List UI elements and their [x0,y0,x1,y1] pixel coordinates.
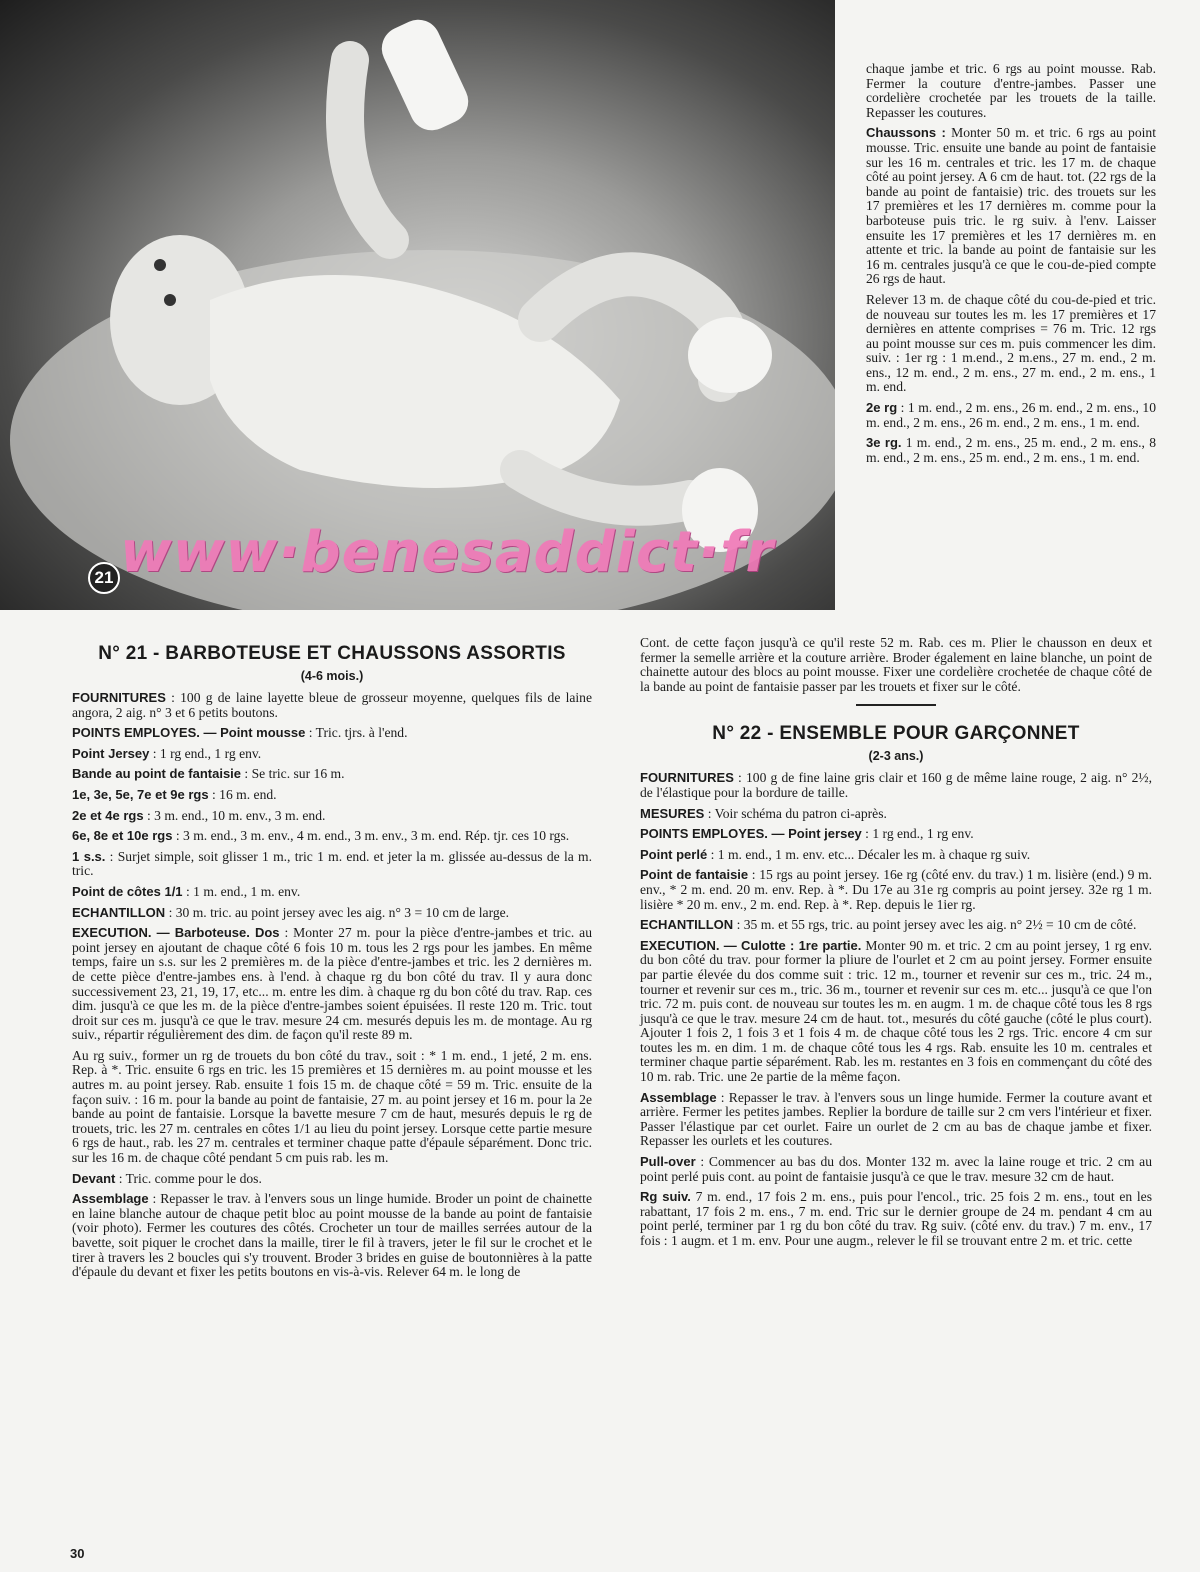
paragraph [640,827,1152,842]
paragraph [72,767,592,782]
paragraph-text: Monter 50 m. et tric. 6 rgs au point mousse. Tric. ensuite une bande au point de fantaisie sur les 16 m. centrales et tric. les 17 m. de chaque côté au point jersey. A 6 cm de haut. tot. (22 rgs de la bande au point de fantaisie) tric. des trouets sur les 17 premières et les 17 dernières m. comme pour la barboteuse puis tric. le rg suiv. à l'env. Laisser ensuite les 17 premières et les 17 dernières m. en attente et tric. la bande au point de fantaisie sur les 16 m. centrales jusqu'à ce que le cou-de-pied compte 26 rgs de haut. [866,125,1156,287]
paragraph-text: Monter 90 m. et tric. 2 cm au point jersey, 1 rg env. du bon côté du trav. pour former la pliure de l'ourlet et 2 cm au point jersey. Former ensuite par partie élevée du dos comme suit : tric. 12 m., tourner et revenir sur ces m., tric. 24 m., tourner et revenir sur ces m., tric. 36 m., tourner et revenir sur ces m. etc... jusqu'à ce que l'on tric. 72 m. puis cont. de nouveau sur toutes les m. en augm. 1 m. de chaque côté tous les 8 rgs jusqu'à ce que le trav. mesure 24 cm de haut. tot., mesurés du côté gauche (côté le plus court). Ajouter 1 fois 2, 1 fois 3 et 1 fois 4 m. de chaque côté tous les 2 rgs. Tric. encore 4 cm sur toutes les m. en dim. 1 m. de chaque côté tous les 4 rgs. Rab. ensuite les 10 m. centrales et terminer chaque partie séparément. Rab. les m. restantes en 3 fois en commençant du côté des 10 m. rab. Tric. une 2e partie de la même façon. [640,937,1152,1085]
paragraph [72,1192,592,1280]
paragraph-lead: Assemblage [72,1191,149,1207]
paragraph-text: : 15 rgs au point jersey. 16e rg (côté env. du trav.) 1 m. lisière (end.) 9 m. env., * 2 m. end. 20 m. env. Rep. à *. Du 17e au 31e rg compris au point jersey. 32e rg 1 m. lisière * 20 m. env., 2 m. end. Rep. à *. Rep. depuis le 1ier rg. [640,867,1152,912]
paragraph-lead: POINTS EMPLOYES. — Point jersey [640,826,862,842]
article-22-body [640,771,1152,1248]
paragraph [72,747,592,762]
paragraph-lead: Point de côtes 1/1 [72,883,183,899]
paragraph [866,62,1156,120]
paragraph-text: : 100 g de fine laine gris clair et 160 g de même laine rouge, 2 aig. n° 2½, de l'élastique pour la bordure de taille. [640,770,1152,800]
paragraph [640,807,1152,822]
paragraph-lead: ECHANTILLON [72,904,166,920]
paragraph [866,401,1156,430]
paragraph-lead: MESURES [640,805,705,821]
paragraph-text: : Repasser le trav. à l'envers sous un linge humide. Fermer la couture avant et arrière. Fermer les petites jambes. Replier la bordure de taille sur 2 cm vers l'intérieur et fixer. Passer l'élastique par cet ourlet. Faire un ourlet de 2 cm au bas de chaque jambe et fixer. Repasser les ourlets et les coutures. [640,1089,1152,1149]
paragraph [72,691,592,720]
paragraph [640,1190,1152,1248]
paragraph-text: : 1 m. end., 1 m. env. [182,883,301,899]
paragraph-text: Relever 13 m. de chaque côté du cou-de-pied et tric. de nouveau sur toutes les m. les 17 premières et 17 dernières en attente comprises = 76 m. Tric. 12 rgs au point mousse sur ces m. puis commencer les dim. suiv. : 1er rg : 1 m.end., 2 m.ens., 27 m. end., 2 m. ens., 12 m. end., 2 m. ens., 27 m. end., 2 m. ens., 1 m. end. [866,291,1156,395]
paragraph-lead: FOURNITURES [72,690,166,705]
paragraph [640,868,1152,912]
paragraph [640,1155,1152,1184]
photo-number-badge: 21 [88,562,120,594]
paragraph-text: : Voir schéma du patron ci-après. [704,805,887,821]
paragraph-lead: 6e, 8e et 10e rgs [72,828,173,844]
baby-photo [0,0,835,610]
paragraph-text: : Surjet simple, soit glisser 1 m., tric 1 m. end. et jeter la m. glissée au-dessus de la m. tric. [72,848,593,879]
paragraph [640,1091,1152,1149]
article-22-title: N° 22 - ENSEMBLE POUR GARÇONNET [712,723,1080,745]
paragraph-lead: EXECUTION. — Culotte : 1re partie. [640,937,862,953]
paragraph-text: : 1 rg end., 1 rg env. [149,745,262,761]
paragraph-text: 1 m. end., 2 m. ens., 25 m. end., 2 m. ens., 8 m. end., 2 m. ens., 25 m. end., 2 m. ens., 1 m. end. [866,435,1156,465]
paragraph [72,1172,592,1187]
paragraph [866,126,1156,287]
paragraph-text: : Commencer au bas du dos. Monter 132 m. avec la laine rouge et tric. 2 cm au point perlé puis cont. au point de fantaisie jusqu'à ce que le trav. mesure 32 cm de haut. [640,1154,1152,1184]
continuation-paragraph: Cont. de cette façon jusqu'à ce qu'il reste 52 m. Rab. ces m. Plier le chausson en deux et fermer la semelle arrière et la couture arrière. Broder également en laine blanche, un point de chainette autour des blocs au point mousse. Fixer une cordelière crochetée de chaque côté de la bande au point de fantaisie passer par les trouets et fixer sur le côté. [640,635,1152,694]
paragraph-text: : 1 m. end., 1 m. env. etc... Décaler les m. à chaque rg suiv. [707,846,1031,862]
paragraph-text: Au rg suiv., former un rg de trouets du bon côté du trav., soit : * 1 m. end., 1 jeté, 2 m. ens. Rep. à *. Tric. ensuite 6 rgs en tric. les 15 premières et 15 dernières m. au point mousse et les autres m. au point jersey. Rab. ensuite 1 fois 15 m. de chaque côté = 59 m. Tric. ensuite de la façon suiv. : 16 m. pour la bande au point de fantaisie, 27 m. au point jersey et 16 m. pour la 2e bande au point de fantaisie. Lorsque la bavette mesure 7 cm de haut, mesurés depuis le rg de trouets, tric. les 27 m. centrales en côtes 1/1 au lieu du point jersey. Lorsque cette partie mesure 6 rgs de haut., rab. les 27 m. centrales et terminer chaque patte d'épaule séparément. Donc tric. sur les 16 m. de chaque côté pendant 5 cm puis rab. les m. [72,1047,592,1166]
paragraph [72,926,592,1043]
paragraph-lead: Bande au point de fantaisie [72,766,242,782]
paragraph-text: : 100 g de laine layette bleue de grosseur moyenne, quelques fils de laine angora, 2 aig. n° 3 et 6 petits boutons. [72,690,592,720]
paragraph-text: : Tric. comme pour le dos. [115,1170,262,1186]
article-22 [640,636,1152,1255]
paragraph-lead: Point de fantaisie [640,867,749,883]
paragraph-lead: POINTS EMPLOYES. — Point mousse [72,725,306,741]
paragraph [72,885,592,900]
paragraph-lead: Chaussons : [866,125,946,141]
paragraph-lead: 3e rg. [866,435,902,451]
paragraph-text: : 1 rg end., 1 rg env. [861,826,974,842]
paragraph [640,918,1152,933]
paragraph-lead: Devant [72,1170,116,1186]
paragraph-lead: Assemblage [640,1089,717,1105]
paragraph [640,939,1152,1085]
paragraph-text: chaque jambe et tric. 6 rgs au point mousse. Rab. Fermer la couture d'entre-jambes. Passer une cordelière crochetée par les trouets de la taille. Repasser les coutures. [866,61,1156,120]
paragraph-text: : 3 m. end., 10 m. env., 3 m. end. [143,807,326,823]
paragraph-lead: ECHANTILLON [640,917,734,933]
paragraph [72,906,592,921]
baby-illustration [0,0,835,610]
paragraph [640,771,1152,800]
article-21 [72,640,592,1286]
paragraph-lead: Point perlé [640,846,708,862]
article-21-title: N° 21 - BARBOTEUSE ET CHAUSSONS ASSORTIS [98,643,566,664]
paragraph-text: : Se tric. sur 16 m. [241,766,345,782]
paragraph-text: : Repasser le trav. à l'envers sous un linge humide. Broder un point de chainette en laine blanche autour de chaque petit bloc au point mousse de la bande au point de fantaisie (voir photo). Fermer les coutures des côtés. Crocheter un tour de mailles serrées autour de la bavette, soit piquer le crochet dans la maille, tirer le fil à travers, jeter le fil sur le crochet et le tirer à travers les 2 boucles qui s'y trouvent. Broder 3 brides en guise de boutonnières à la patte d'épaule du devant et fixer les petits boutons en vis-à-vis. Relever 64 m. le long de [72,1191,592,1280]
paragraph-lead: 2e rg [866,400,898,416]
article-22-subtitle: (2-3 ans.) [868,749,924,764]
paragraph-lead: Point Jersey [72,745,150,761]
paragraph-lead: FOURNITURES [640,770,734,786]
paragraph [72,788,592,803]
paragraph [866,293,1156,395]
paragraph [72,829,592,844]
paragraph-text: : 35 m. et 55 rgs, tric. au point jersey avec les aig. n° 2½ = 10 cm de côté. [733,917,1137,933]
right-top-column [866,62,1156,471]
paragraph [640,848,1152,863]
paragraph-lead: EXECUTION. — Barboteuse. Dos [72,925,280,941]
section-divider [856,704,936,706]
paragraph [72,850,592,879]
paragraph-lead: Rg suiv. [640,1189,691,1205]
paragraph-text: : Tric. tjrs. à l'end. [305,725,408,741]
paragraph-text: : 1 m. end., 2 m. ens., 26 m. end., 2 m. ens., 10 m. end., 2 m. ens., 26 m. end., 2 m. ens., 1 m. end. [866,400,1156,430]
paragraph-text: : 3 m. end., 3 m. env., 4 m. end., 3 m. env., 3 m. end. Rép. tjr. ces 10 rgs. [172,828,570,844]
paragraph-text: : 30 m. tric. au point jersey avec les aig. n° 3 = 10 cm de large. [165,904,510,920]
watermark: www·benesaddict·fr [120,520,775,585]
article-21-subtitle: (4-6 mois.) [300,669,364,683]
paragraph-lead: Pull-over [640,1154,696,1170]
paragraph-text: : Monter 27 m. pour la pièce d'entre-jambes et tric. au point jersey en ajoutant de chaque côté 6 fois 10 m. tous les 2 rgs pour les jambes. En même temps, faire un s.s. sur les 2 premières m. de la pièce d'entre-jambes et tric. les 2 dernières m. de cette pièce d'entre-jambes ens. à l'end. à chaque rg du bon côté du trav. Il y aura donc successivement 23, 21, 19, 17, etc... m. entre les dim. à chaque rg du bon côté du trav. Rap. ces dim. jusqu'à ce que les m. de la pièce d'entre-jambes soient épuisées. Il reste 120 m. Tric. tout droit sur ces m. jusqu'à ce que le trav. mesure 24 cm. mesurés depuis les m. de montage. Au rg suiv., répartir régulièrement des dim. de façon qu'il reste 89 m. [72,925,592,1043]
page-number: 30 [70,1546,85,1561]
article-21-body [72,691,592,1280]
paragraph [72,1049,592,1166]
paragraph-lead: 1 s.s. [72,848,106,864]
paragraph [866,436,1156,465]
paragraph-lead: 1e, 3e, 5e, 7e et 9e rgs [72,786,209,802]
paragraph-lead: 2e et 4e rgs [72,807,144,823]
paragraph [72,809,592,824]
paragraph-text: 7 m. end., 17 fois 2 m. ens., puis pour l'encol., tric. 25 fois 2 m. ens., tout en les rabattant, 17 fois 2 m. ens., 7 m. end. Tric sur le dernier groupe de 24 m. pendant 4 cm au point perlé, terminer par 1 rg du bon côté du trav. Rg suiv. (côté env. du trav.) 7 m. env., 17 fois : 1 augm. et 1 m. env. Pour une augm., relever le fil se trouvant entre 2 m. et tric. cette [640,1189,1152,1248]
paragraph [72,726,592,741]
paragraph-text: : 16 m. end. [208,786,277,802]
